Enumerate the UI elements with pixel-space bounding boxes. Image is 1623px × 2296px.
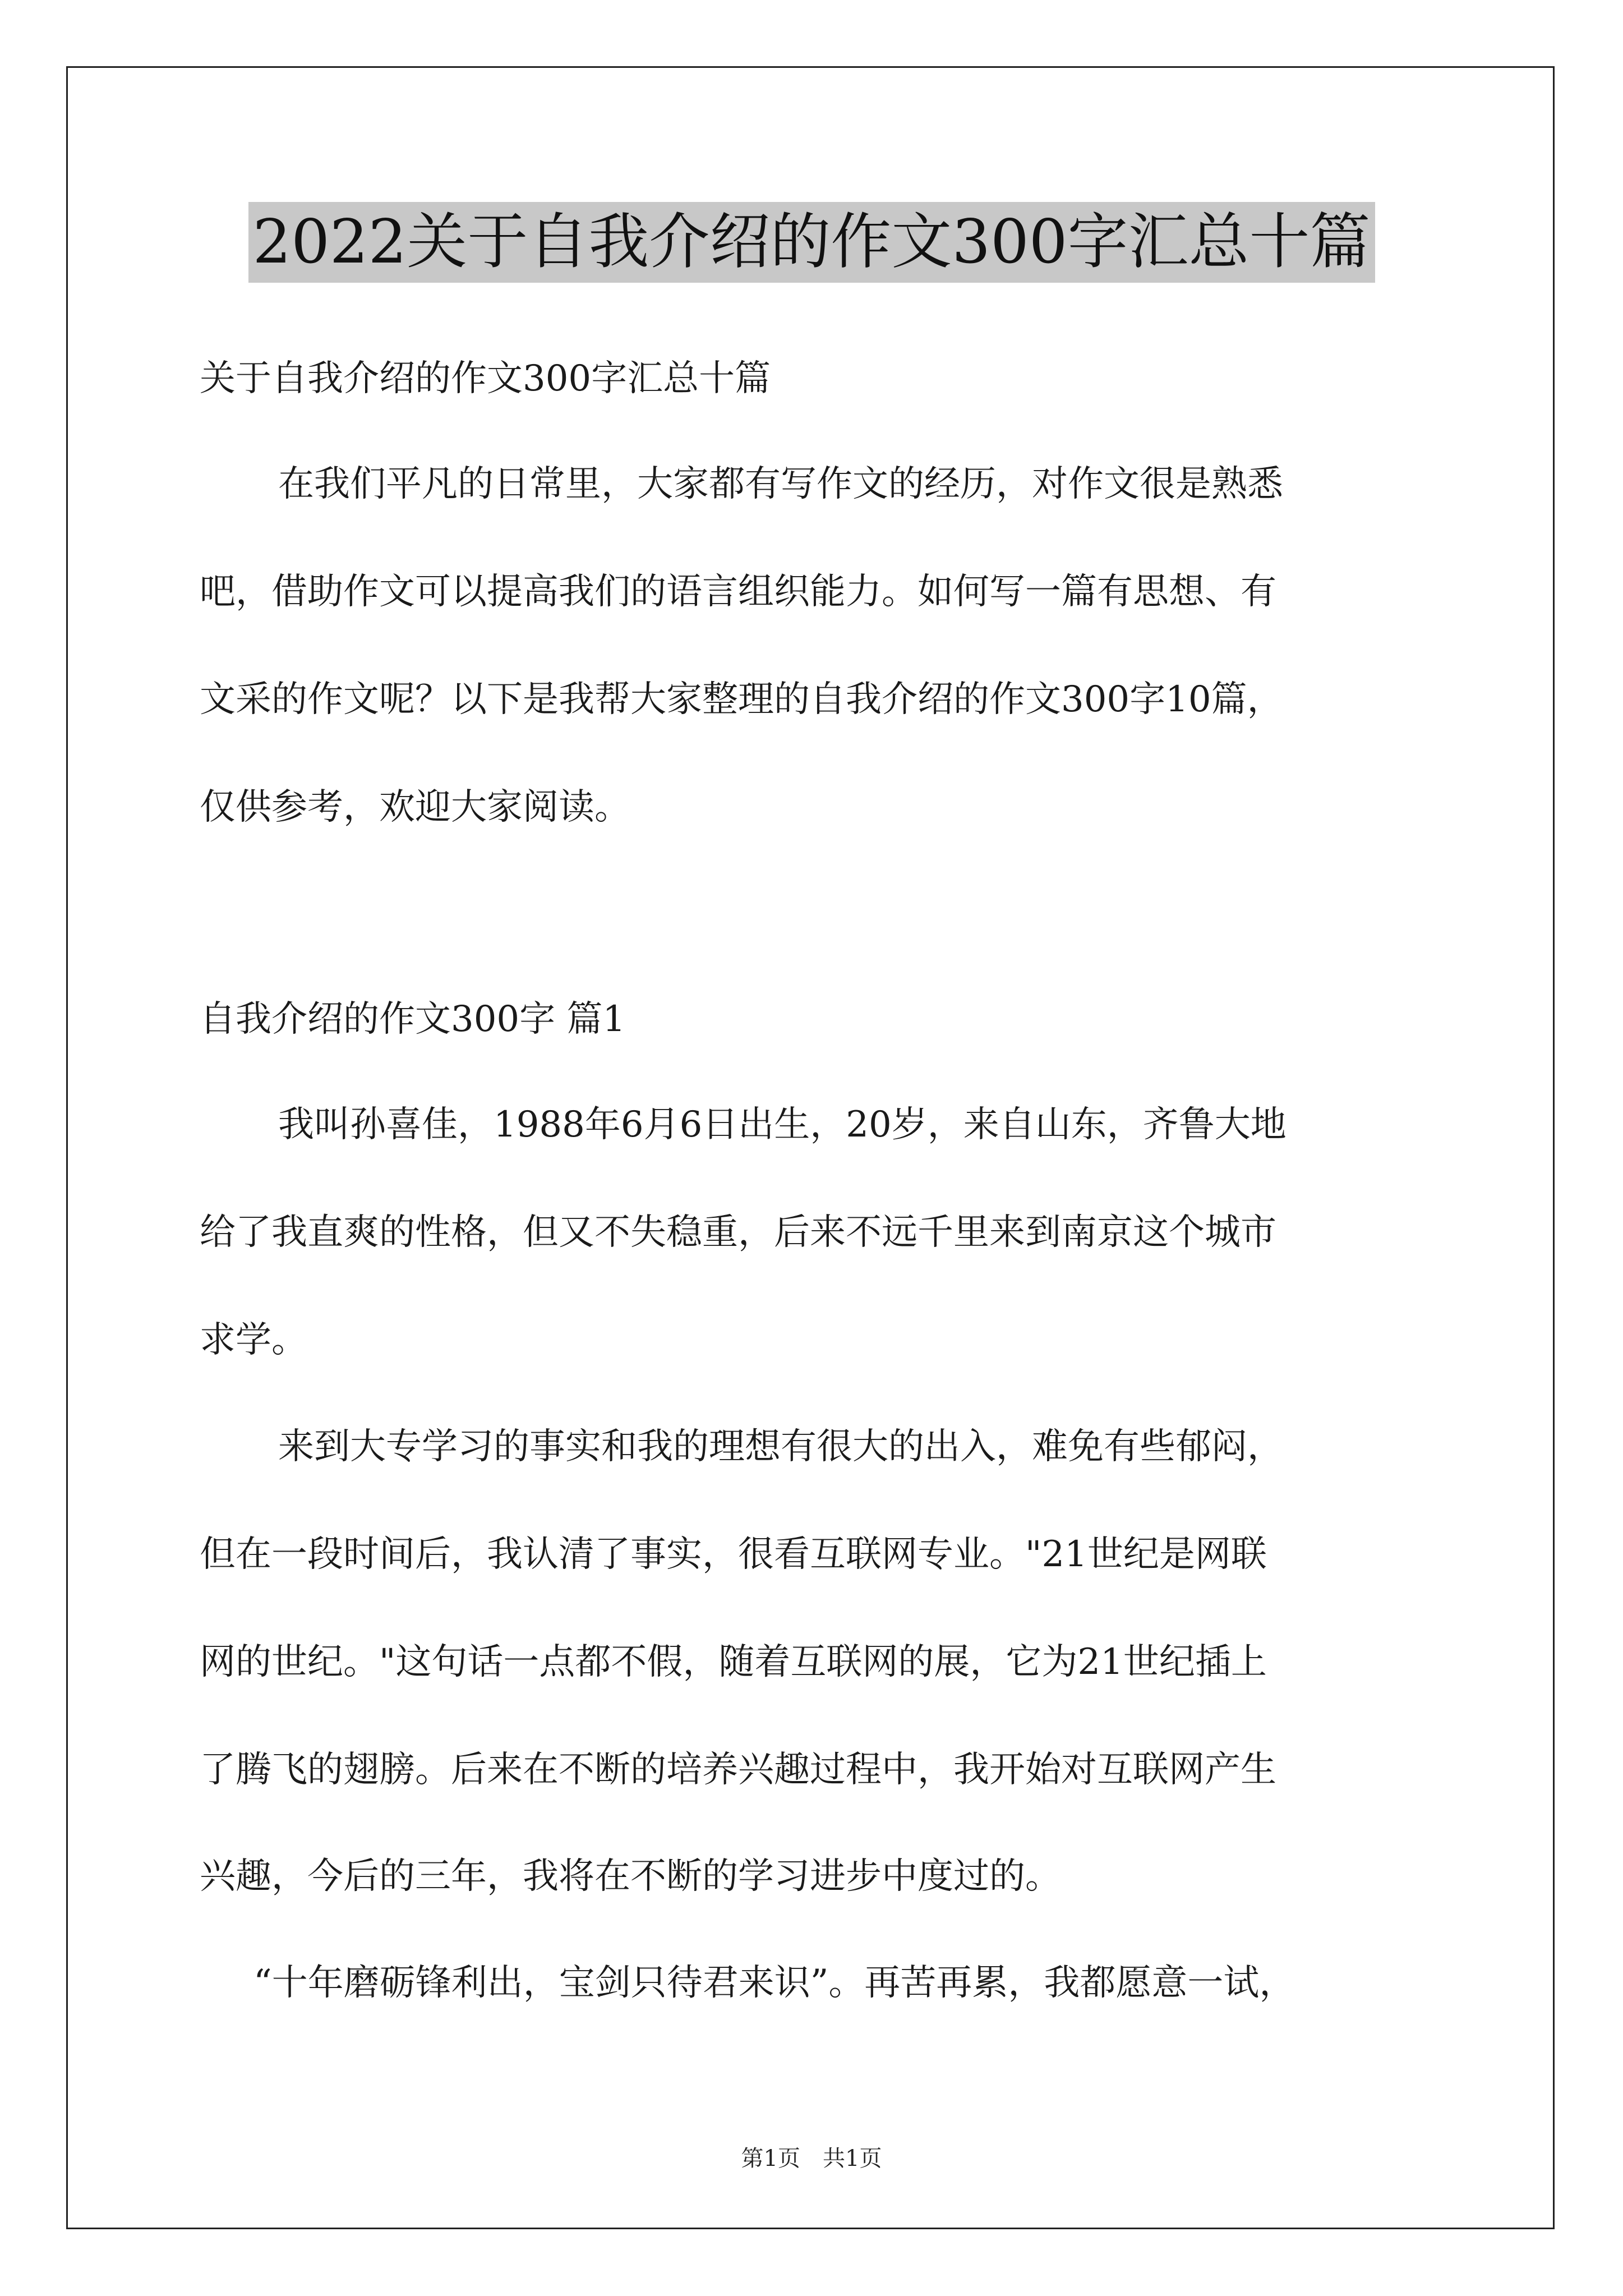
intro-line: 在我们平凡的日常里，大家都有写作文的经历，对作文很是熟悉 (278, 463, 1283, 505)
paragraph-line: 求学。 (200, 1319, 307, 1361)
document-title: 2022关于自我介绍的作文300字汇总十篇 (248, 202, 1375, 283)
paragraph-line: 给了我直爽的性格，但又不失稳重，后来不远千里来到南京这个城市 (200, 1212, 1276, 1253)
intro-line: 吧，借助作文可以提高我们的语言组织能力。如何写一篇有思想、有 (200, 571, 1276, 613)
document-subtitle: 关于自我介绍的作文300字汇总十篇 (200, 358, 771, 399)
page-number: 第1页 (741, 2146, 800, 2171)
paragraph-line: 我叫孙喜佳，1988年6月6日出生，20岁，来自山东，齐鲁大地 (278, 1104, 1287, 1145)
paragraph-line: 兴趣，今后的三年，我将在不断的学习进步中度过的。 (200, 1856, 1061, 1897)
paragraph-line: 网的世纪。"这句话一点都不假，随着互联网的展，它为21世纪插上 (200, 1641, 1267, 1683)
paragraph-line: 来到大专学习的事实和我的理想有很大的出入，难免有些郁闷， (278, 1426, 1283, 1467)
page-total: 共1页 (823, 2146, 882, 2171)
paragraph-line: 但在一段时间后，我认清了事实，很看互联网专业。"21世纪是网联 (200, 1534, 1267, 1575)
intro-line: 文采的作文呢？以下是我帮大家整理的自我介绍的作文300字10篇， (200, 679, 1283, 720)
paragraph-line: 了腾飞的翅膀。后来在不断的培养兴趣过程中，我开始对互联网产生 (200, 1749, 1276, 1791)
title-container (0, 202, 1623, 283)
section-heading: 自我介绍的作文300字 篇1 (200, 999, 626, 1040)
page-footer (0, 2143, 1623, 2174)
paragraph-line: “十年磨砺锋利出，宝剑只待君来识”。再苦再累，我都愿意一试， (253, 1962, 1295, 2004)
intro-line: 仅供参考，欢迎大家阅读。 (200, 786, 630, 828)
